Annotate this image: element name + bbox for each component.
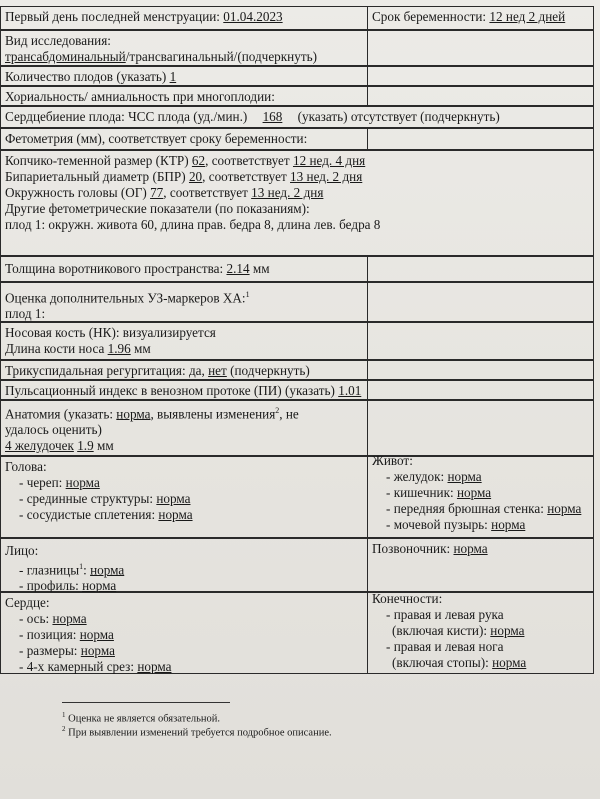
spine-line: Позвоночник: норма xyxy=(372,541,488,556)
lmp-label: Первый день последней менструации: xyxy=(5,9,220,24)
head-midline: - срединные структуры: норма xyxy=(19,491,191,506)
limbs-legs-value: норма xyxy=(492,655,527,670)
heart-position: - позиция: норма xyxy=(19,627,114,642)
fetus-count-label: Количество плодов (указать) xyxy=(5,69,167,84)
row-markers xyxy=(0,282,594,322)
footnote-2: $^2$ При выявлении изменений требуется подробное описание. xyxy=(62,725,332,739)
tricuspid-suffix: (подчеркнуть) xyxy=(230,363,310,378)
nasal-bone-status: Носовая кость (НК): визуализируется xyxy=(5,325,216,340)
face-title: Лицо: xyxy=(5,543,39,558)
row-fetometry xyxy=(0,128,594,150)
anatomy-label-cont: удалось оценить) xyxy=(5,422,102,438)
head-skull: - череп: норма xyxy=(19,475,100,490)
row-head-abdomen xyxy=(0,453,594,538)
heart-axis: - ось: норма xyxy=(19,611,87,626)
limbs-legs-detail: (включая стопы): xyxy=(392,655,489,670)
row-heart-limbs xyxy=(0,592,594,674)
row-lmp xyxy=(0,6,594,30)
nasal-length-value: 1.96 xyxy=(107,341,131,356)
anatomy-footnote-mark: 2 xyxy=(275,406,280,415)
hc-value: 77 xyxy=(150,185,164,200)
nuchal-label: Толщина воротникового пространства: xyxy=(5,261,224,276)
hc-age: 13 нед. 2 дня xyxy=(251,185,324,200)
abdomen-bowel: - кишечник: норма xyxy=(386,485,492,500)
bpd-age: 13 нед. 2 дня xyxy=(290,169,363,184)
chorionicity-label: Хориальность/ амниальность при многоплодии: xyxy=(5,89,275,104)
anatomy-finding-value: 1.9 xyxy=(77,438,94,454)
nuchal-unit: мм xyxy=(252,261,270,276)
hc-line: Окружность головы (ОГ) 77, соответствует 13 нед. 2 дня xyxy=(5,185,324,200)
row-nuchal xyxy=(0,256,594,282)
bpd-line: Бипариетальный диаметр (БПР) 20, соответствует 13 нед. 2 дня xyxy=(5,169,363,184)
face-orbits: - глазницы$^1$: норма xyxy=(19,562,125,578)
anatomy-finding-unit: мм xyxy=(96,438,114,454)
row-exam-type xyxy=(0,30,594,66)
ductus-pi-value: 1.01 xyxy=(338,383,362,398)
fetus-count-value: 1 xyxy=(169,69,177,84)
exam-type-options: /трансвагинальный/(подчеркнуть) xyxy=(125,49,317,64)
limbs-title: Конечности: xyxy=(372,591,443,606)
limbs-arms-value: норма xyxy=(490,623,525,638)
abdomen-bladder: - мочевой пузырь: норма xyxy=(386,517,526,532)
heartbeat-value: 168 xyxy=(262,109,283,124)
lmp-value: 01.04.2023 xyxy=(223,9,283,24)
footnote-divider xyxy=(62,702,230,703)
markers-fetus: плод 1: xyxy=(5,306,46,322)
nuchal-value: 2.14 xyxy=(226,261,250,276)
row-chorionicity xyxy=(0,86,594,106)
row-tricuspid xyxy=(0,360,594,380)
anatomy-normal: норма xyxy=(116,406,151,422)
row-fetus-count xyxy=(0,66,594,86)
row-heartbeat xyxy=(0,106,594,128)
face-profile: - профиль: норма xyxy=(19,578,117,594)
limbs-arms-detail: (включая кисти): xyxy=(392,623,487,638)
head-title: Голова: xyxy=(5,459,47,474)
row-anatomy: Анатомия (указать: норма, выявлены изменения$^2$, не удалось оценить) 4 желудочек 1.9 мм xyxy=(0,400,594,456)
heart-size: - размеры: норма xyxy=(19,643,115,658)
abdomen-wall: - передняя брюшная стенка: норма xyxy=(386,501,582,516)
other-fetometry-values: плод 1: окружн. живота 60, длина прав. бедра 8, длина лев. бедра 8 xyxy=(5,217,381,232)
row-face-spine xyxy=(0,538,594,592)
limbs-arms: - правая и левая рука xyxy=(386,607,504,622)
heartbeat-suffix: (указать) отсутствует (подчеркнуть) xyxy=(297,109,500,124)
nasal-length-unit: мм xyxy=(134,341,151,356)
head-choroid: - сосудистые сплетения: норма xyxy=(19,507,193,522)
row-measurements xyxy=(0,150,594,256)
markers-footnote-mark: 1 xyxy=(245,290,250,299)
ductus-pi-label: Пульсационный индекс в венозном протоке (ПИ) (указать) xyxy=(5,383,335,398)
crl-age: 12 нед. 4 дня xyxy=(292,153,366,168)
tricuspid-value: нет xyxy=(208,363,227,378)
other-fetometry-label: Другие фетометрические показатели (по показаниям): xyxy=(5,201,310,216)
bpd-value: 20 xyxy=(188,169,203,184)
footnote-1: $^1$ Оценка не является обязательной. xyxy=(62,711,221,725)
exam-type-transabdominal: трансабдоминальный xyxy=(5,49,126,64)
row-nasal-bone xyxy=(0,322,594,360)
row-ductus-pi xyxy=(0,380,594,400)
abdomen-stomach: - желудок: норма xyxy=(386,469,482,484)
nasal-length-label: Длина кости носа xyxy=(5,341,105,356)
limbs-legs: - правая и левая нога xyxy=(386,639,504,654)
anatomy-label: Анатомия (указать: xyxy=(5,406,113,422)
heartbeat-label: Сердцебиение плода: ЧСС плода (уд./мин.) xyxy=(5,109,248,124)
crl-value: 62 xyxy=(191,153,206,168)
fetometry-label: Фетометрия (мм), соответствует сроку беременности: xyxy=(5,131,308,146)
abdomen-title: Живот: xyxy=(372,453,413,468)
heart-four-chamber: - 4-х камерный срез: норма xyxy=(19,659,172,674)
heart-title: Сердце: xyxy=(5,595,50,610)
anatomy-finding: 4 желудочек xyxy=(5,438,74,454)
markers-label: Оценка дополнительных УЗ-маркеров ХА: xyxy=(5,290,246,306)
exam-type-label: Вид исследования: xyxy=(5,33,111,48)
gestational-age-label: Срок беременности: xyxy=(372,9,487,24)
tricuspid-label: Трикуспидальная регургитация: да, xyxy=(5,363,205,378)
gestational-age-value: 12 нед 2 дней xyxy=(489,9,566,24)
crl-line: Копчико-теменной размер (КТР) 62, соответствует 12 нед. 4 дня xyxy=(5,153,366,168)
